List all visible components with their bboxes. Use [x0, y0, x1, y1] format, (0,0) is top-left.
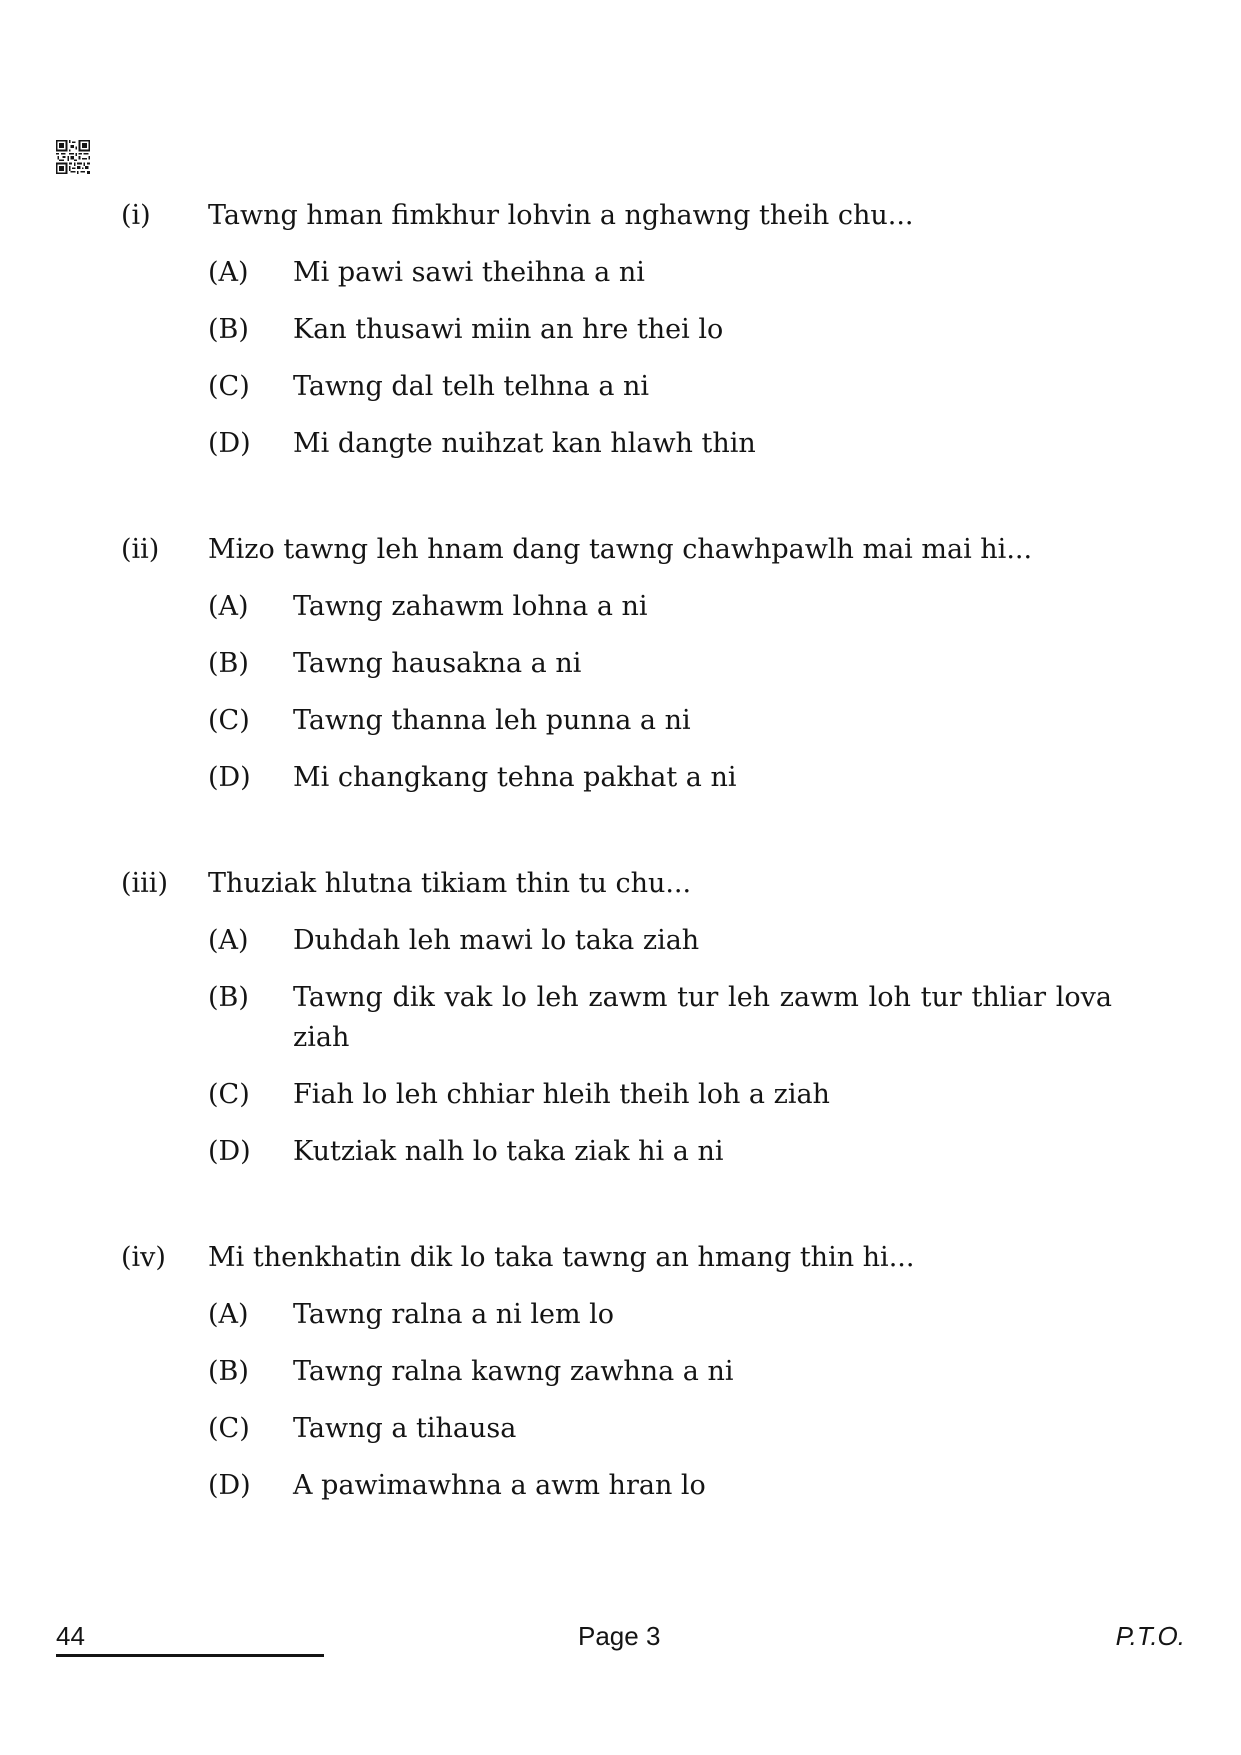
option-row [121, 701, 1112, 741]
option-label: (A) [208, 257, 249, 288]
option-text: Duhdah leh mawi lo taka ziah [293, 925, 700, 956]
option-row [121, 978, 1112, 1058]
option-text: Mi dangte nuihzat kan hlawh thin [293, 428, 756, 459]
option-text: Tawng dal telh telhna a ni [293, 371, 650, 402]
question-number: (iii) [121, 868, 168, 899]
question-block [121, 196, 1112, 464]
option-text: Kan thusawi miin an hre thei lo [293, 314, 724, 345]
option-row [121, 1075, 1112, 1115]
option-text: Tawng hausakna a ni [293, 648, 582, 679]
question-list [121, 196, 1112, 1523]
option-label: (D) [208, 428, 251, 459]
option-row [121, 310, 1112, 350]
option-row [121, 644, 1112, 684]
option-label: (B) [208, 314, 249, 345]
option-label: (B) [208, 648, 249, 679]
option-row [121, 587, 1112, 627]
question-row [121, 530, 1112, 570]
option-label: (D) [208, 1470, 251, 1501]
option-label: (B) [208, 1356, 249, 1387]
footer-underline [56, 1654, 324, 1657]
question-row [121, 196, 1112, 236]
option-label: (D) [208, 1136, 251, 1167]
question-number: (i) [121, 200, 151, 231]
option-text: Tawng thanna leh punna a ni [293, 705, 691, 736]
option-text: Tawng dik vak lo leh zawm tur leh zawm loh tur thliar lova ziah [293, 982, 1112, 1053]
option-row [121, 758, 1112, 798]
paper-code: 44 [56, 1621, 85, 1651]
option-row [121, 1409, 1112, 1449]
option-label: (C) [208, 705, 250, 736]
question-row [121, 1238, 1112, 1278]
option-text: Tawng ralna kawng zawhna a ni [293, 1356, 734, 1387]
question-row [121, 864, 1112, 904]
option-row [121, 921, 1112, 961]
option-row [121, 1352, 1112, 1392]
option-row [121, 1295, 1112, 1335]
question-text: Mizo tawng leh hnam dang tawng chawhpawlh mai mai hi... [208, 534, 1033, 565]
option-label: (A) [208, 591, 249, 622]
page-number: Page 3 [578, 1621, 661, 1651]
question-text: Tawng hman fimkhur lohvin a nghawng theih chu... [208, 200, 914, 231]
option-row [121, 1132, 1112, 1172]
option-row [121, 1466, 1112, 1506]
option-label: (A) [208, 925, 249, 956]
option-label: (A) [208, 1299, 249, 1330]
option-label: (B) [208, 982, 249, 1013]
option-text: A pawimawhna a awm hran lo [293, 1470, 706, 1501]
option-text: Mi changkang tehna pakhat a ni [293, 762, 737, 793]
question-block [121, 530, 1112, 798]
option-text: Tawng ralna a ni lem lo [293, 1299, 615, 1330]
question-block [121, 864, 1112, 1172]
option-label: (C) [208, 1413, 250, 1444]
option-text: Fiah lo leh chhiar hleih theih loh a ziah [293, 1079, 830, 1110]
option-label: (C) [208, 371, 250, 402]
option-text: Tawng zahawm lohna a ni [293, 591, 648, 622]
option-text: Tawng a tihausa [293, 1413, 517, 1444]
option-row [121, 367, 1112, 407]
question-block [121, 1238, 1112, 1506]
option-row [121, 253, 1112, 293]
question-number: (iv) [121, 1242, 166, 1273]
question-text: Thuziak hlutna tikiam thin tu chu... [208, 868, 692, 899]
question-text: Mi thenkhatin dik lo taka tawng an hmang thin hi... [208, 1242, 915, 1273]
option-text: Kutziak nalh lo taka ziak hi a ni [293, 1136, 724, 1167]
please-turn-over: P.T.O. [1115, 1621, 1185, 1651]
option-row [121, 424, 1112, 464]
option-label: (C) [208, 1079, 250, 1110]
qr-code-icon [56, 140, 90, 174]
option-text: Mi pawi sawi theihna a ni [293, 257, 645, 288]
option-label: (D) [208, 762, 251, 793]
question-number: (ii) [121, 534, 160, 565]
